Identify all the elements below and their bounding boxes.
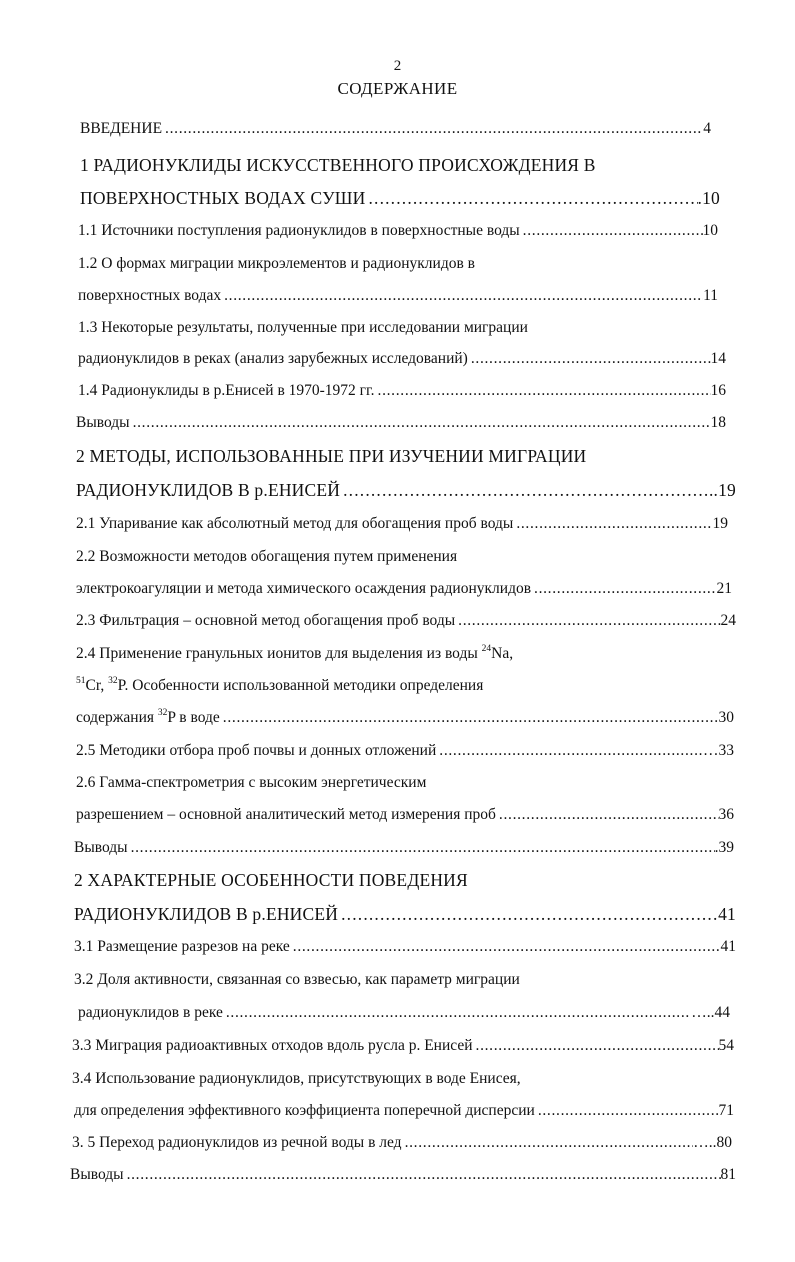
toc-entry-text: 1.1 Источники поступления радионуклидов в поверхностные воды	[78, 222, 520, 239]
toc-entry-3-1	[74, 935, 736, 959]
toc-page-number: 4	[703, 120, 711, 137]
dot-leader	[124, 1163, 721, 1187]
toc-chapter-3	[74, 902, 736, 926]
toc-entry-1-3-heading: 1.3 Некоторые результаты, полученные при исследовании миграции	[78, 319, 528, 336]
toc-page-number: 41	[718, 904, 736, 924]
toc-entry-3-5	[72, 1131, 732, 1155]
toc-page-number: …33	[703, 742, 734, 759]
dot-leader	[338, 902, 718, 926]
dot-leader	[128, 836, 715, 860]
toc-conclusions-2	[74, 836, 734, 860]
toc-page-number: .10	[697, 188, 720, 208]
toc-entry-3-3	[72, 1034, 734, 1058]
toc-entry-2-6	[76, 803, 734, 827]
toc-entry-text: электрокоагуляции и метода химического осаждения радионуклидов	[76, 580, 532, 597]
toc-entry-2-6-heading: 2.6 Гамма-спектрометрия с высоким энергетическим	[76, 774, 427, 791]
toc-entry-2-4	[76, 706, 734, 730]
toc-entry-text: радионуклидов в реке	[78, 1004, 223, 1021]
toc-entry-2-1	[76, 512, 728, 536]
toc-entry-2-4-heading-cont: $^{51}$Cr, $^{32}$P. Особенности использованной методики определения	[76, 676, 484, 694]
toc-chapter-1-heading: 1 РАДИОНУКЛИДЫ ИСКУССТВЕННОГО ПРОИСХОЖДЕНИЯ В	[80, 155, 596, 175]
toc-page-number: 16	[710, 382, 726, 399]
toc-chapter-3-heading: 2 ХАРАКТЕРНЫЕ ОСОБЕННОСТИ ПОВЕДЕНИЯ	[74, 870, 468, 890]
toc-entry-1-2-heading: 1.2 О формах миграции микроэлементов и радионуклидов в	[78, 255, 475, 272]
toc-entry-2-3	[76, 609, 736, 633]
page-number: 2	[393, 58, 402, 74]
toc-page-number: 11	[703, 287, 718, 304]
superscript-mass-number: 32	[108, 676, 118, 686]
toc-page-number: .39	[714, 839, 734, 856]
toc-entry-text: 3.1 Размещение разрезов на реке	[74, 938, 290, 955]
dot-leader	[531, 577, 716, 601]
toc-page-number: 41	[720, 938, 736, 955]
dot-leader	[520, 219, 703, 243]
dot-leader	[365, 186, 697, 210]
toc-entry-1-2	[78, 284, 718, 308]
page-title: СОДЕРЖАНИЕ	[337, 79, 458, 98]
dot-leader	[473, 1034, 719, 1058]
dot-leader	[402, 1131, 694, 1155]
superscript-mass-number: 24	[481, 644, 492, 654]
superscript-mass-number: 51	[76, 676, 86, 686]
dot-leader	[436, 739, 703, 763]
toc-entry-text: ВВЕДЕНИЕ	[80, 120, 163, 137]
toc-page-number: …..80	[693, 1134, 732, 1151]
dot-leader	[535, 1099, 719, 1123]
toc-entry-3-2-heading: 3.2 Доля активности, связанная со взвесью, как параметр миграции	[74, 971, 520, 988]
superscript-mass-number: 32	[157, 708, 168, 718]
toc-page-number: 18	[710, 414, 726, 431]
toc-entry-2-2	[76, 577, 732, 601]
toc-entry-text: 2.3 Фильтрация – основной метод обогащения проб воды	[76, 612, 456, 629]
toc-chapter-2-heading: 2 МЕТОДЫ, ИСПОЛЬЗОВАННЫЕ ПРИ ИЗУЧЕНИИ МИГРАЦИИ	[76, 446, 587, 466]
dot-leader	[496, 803, 719, 827]
toc-page-number: …..44	[691, 1004, 730, 1021]
toc-entry-text: 1.4 Радионуклиды в р.Енисей в 1970-1972 гг.	[78, 382, 375, 399]
toc-entry-1-1	[78, 219, 718, 243]
toc-entry-1-3	[78, 347, 726, 371]
dot-leader	[162, 117, 703, 141]
toc-page-number: ..19	[708, 480, 736, 500]
toc-entry-2-2-heading: 2.2 Возможности методов обогащения путем применения	[76, 548, 458, 565]
dot-leader	[375, 379, 711, 403]
toc-entry-3-4	[74, 1099, 734, 1123]
dot-leader	[221, 284, 703, 308]
dot-leader	[340, 478, 709, 502]
toc-entry-intro	[80, 117, 711, 141]
toc-chapter-2	[76, 478, 736, 502]
toc-entry-1-4	[78, 379, 726, 403]
toc-entry-text: Выводы	[74, 839, 128, 856]
dot-leader	[290, 935, 721, 959]
toc-entry-3-2	[78, 1001, 730, 1025]
toc-entry-2-5	[76, 739, 734, 763]
toc-page-number: 81	[720, 1166, 736, 1183]
toc-page-number: 71	[718, 1102, 734, 1119]
toc-entry-text: ПОВЕРХНОСТНЫХ ВОДАХ СУШИ	[80, 188, 366, 208]
toc-conclusions-1	[76, 411, 726, 435]
toc-page-number: 10	[702, 222, 718, 239]
toc-entry-2-4-heading: 2.4 Применение гранульных ионитов для выделения из воды $^{24}$Na,	[76, 644, 514, 662]
dot-leader	[130, 411, 711, 435]
dot-leader	[513, 512, 712, 536]
toc-entry-text: Выводы	[70, 1166, 124, 1183]
toc-page-number: 36	[718, 806, 734, 823]
toc-entry-text: РАДИОНУКЛИДОВ В р.ЕНИСЕЙ	[74, 904, 339, 924]
toc-entry-text: 3.3 Миграция радиоактивных отходов вдоль русла р. Енисей	[72, 1037, 473, 1054]
dot-leader	[468, 347, 711, 371]
dot-leader	[455, 609, 720, 633]
toc-entry-text: разрешением – основной аналитический метод измерения проб	[76, 806, 496, 823]
toc-page-number: 19	[712, 515, 728, 532]
toc-entry-3-4-heading: 3.4 Использование радионуклидов, присутствующих в воде Енисея,	[72, 1070, 521, 1087]
toc-entry-text: 2.1 Упаривание как абсолютный метод для обогащения проб воды	[76, 515, 514, 532]
toc-chapter-1	[80, 186, 720, 210]
toc-entry-text: 2.5 Методики отбора проб почвы и донных отложений	[76, 742, 437, 759]
toc-page-number: 54	[718, 1037, 734, 1054]
dot-leader	[223, 1001, 691, 1025]
toc-page-number: 21	[716, 580, 732, 597]
toc-entry-text: содержания $^{32}$P в воде	[76, 708, 220, 726]
toc-page-number: 30	[718, 709, 734, 726]
toc-entry-text: РАДИОНУКЛИДОВ В р.ЕНИСЕЙ	[76, 480, 341, 500]
dot-leader	[220, 706, 719, 730]
toc-entry-text: радионуклидов в реках (анализ зарубежных исследований)	[78, 350, 468, 367]
toc-conclusions-3	[70, 1163, 736, 1187]
toc-page-number: 14	[710, 350, 726, 367]
toc-entry-text: поверхностных водах	[78, 287, 222, 304]
toc-page-number: 24	[720, 612, 736, 629]
toc-entry-text: Выводы	[76, 414, 130, 431]
toc-entry-text: для определения эффективного коэффициента поперечной дисперсии	[74, 1102, 535, 1119]
toc-entry-text: 3. 5 Переход радионуклидов из речной воды в лед	[72, 1134, 402, 1151]
